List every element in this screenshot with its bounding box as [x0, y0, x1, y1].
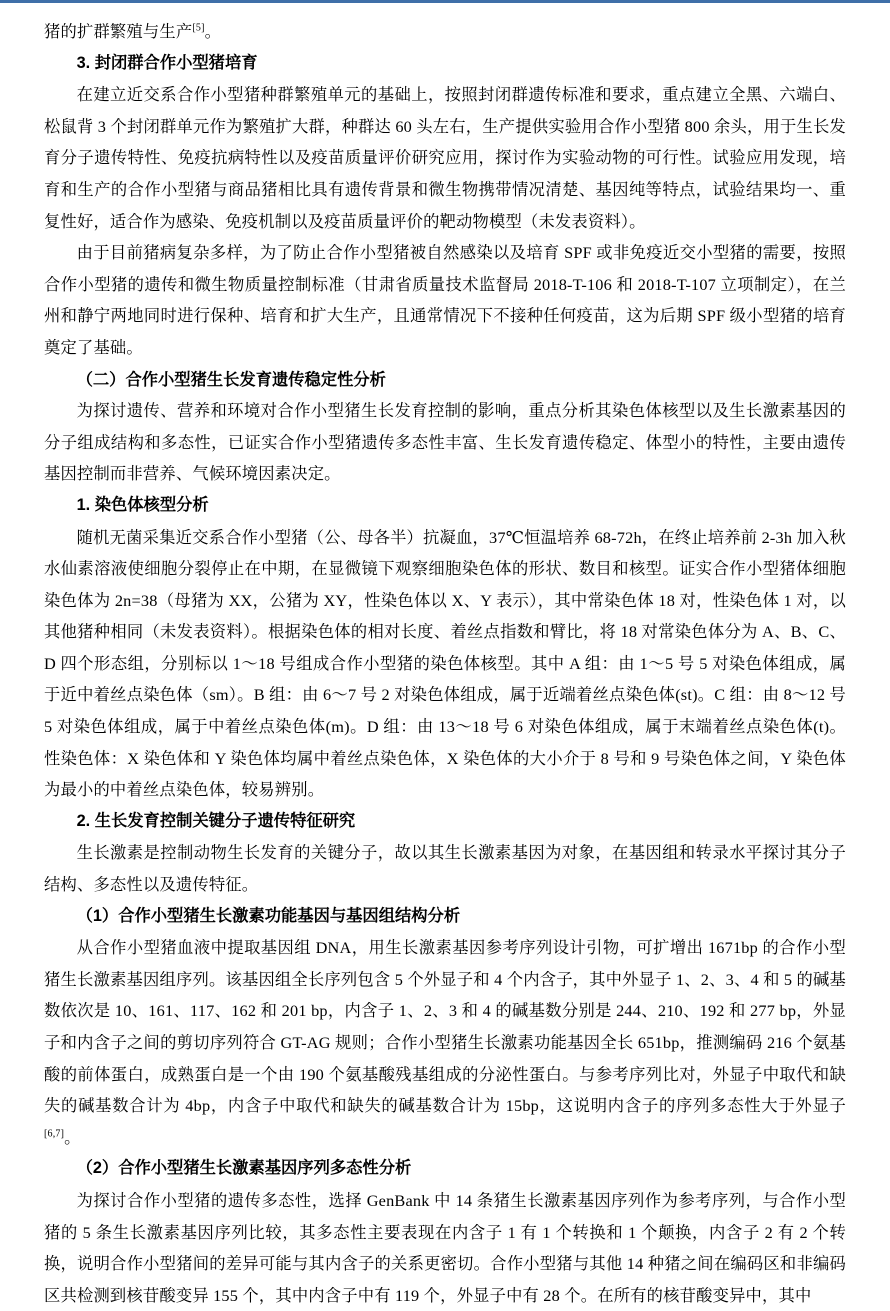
paragraph-tail: 。	[64, 1127, 81, 1147]
heading-gh-gene-structure: （1）合作小型猪生长激素功能基因与基因组结构分析	[76, 906, 461, 925]
paragraph-continued-breeding	[44, 16, 846, 48]
paragraph-growth-genetic-stability: 为探讨遗传、营养和环境对合作小型猪生长发育控制的影响，重点分析其染色体核型以及生长激素基因的分子组成结构和多态性，已证实合作小型猪遗传多态性丰富、生长发育遗传稳定、体型小的特性，主要由遗传基因控制而非营养、气候环境因素决定。	[44, 401, 846, 484]
document-content	[44, 8, 846, 1311]
heading-gh-polymorphism: （2）合作小型猪生长激素基因序列多态性分析	[76, 1159, 412, 1178]
footnote-marker: [5]	[192, 22, 205, 34]
paragraph-key-molecular-genetics: 生长激素是控制动物生长发育的关键分子，故以其生长激素基因为对象，在基因组和转录水平探讨其分子结构、多态性以及遗传特征。	[44, 843, 846, 895]
paragraph-text: 从合作小型猪血液中提取基因组 DNA，用生长激素基因参考序列设计引物，可扩增出 1671bp 的合作小型猪生长激素基因组序列。该基因组全长序列包含 5 个外显子和 4 个内含子，其中外显子 1、2、3、4 和 5 的碱基数依次是 10、161、117、162 和 201 bp，内含子 1、2、3 和 4 的碱基数分别是 244、210、192 和 277 bp，外显子和内含子之间的剪切序列符合 GT-AG 规则；合作小型猪生长激素功能基因全长 651bp，推测编码 216 个氨基酸的前体蛋白，成熟蛋白是一个由 190 个氨基酸残基组成的分泌性蛋白。与参考序列比对，外显子中取代和缺失的碱基数合计为 4bp，内含子中取代和缺失的碱基数合计为 15bp，这说明内含子的序列多态性大于外显子	[44, 938, 846, 1116]
paragraph-gh-polymorphism: 为探讨合作小型猪的遗传多态性，选择 GenBank 中 14 条猪生长激素基因序列作为参考序列，与合作小型猪的 5 条生长激素基因序列比较，其多态性主要表现在内含子 1 有 1 个转换和 1 个颠换，内含子 2 有 2 个转换，说明合作小型猪间的差异可能与其内含子的关系更密切。合作小型猪与其他 14 种猪之间在编码区和非编码区共检测到核苷酸变异 155 个，其中内含子中有 119 个，外显子中有 28 个。在所有的核苷酸变异中，其中	[44, 1190, 846, 1305]
paragraph-karyotype-analysis: 随机无菌采集近交系合作小型猪（公、母各半）抗凝血，37℃恒温培养 68-72h，在终止培养前 2-3h 加入秋水仙素溶液使细胞分裂停止在中期，在显微镜下观察细胞染色体的形状、数目和核型。证实合作小型猪体细胞染色体为 2n=38（母猪为 XX，公猪为 XY，性染色体以 X、Y 表示），其中常染色体 18 对，性染色体 1 对，以其他猪种相同（未发表资料）。根据染色体的相对长度、着丝点指数和臂比，将 18 对常染色体分为 A、B、C、D 四个形态组，分别标以 1～18 号组成合作小型猪的染色体核型。其中 A 组：由 1～5 号 5 对染色体组成，属于近中着丝点染色体（sm）。B 组：由 6～7 号 2 对染色体组成，属于近端着丝点染色体(st)。C 组：由 8～12 号 5 对染色体组成，属于中着丝点染色体(m)。D 组：由 13～18 号 6 对染色体组成，属于末端着丝点染色体(t)。性染色体：X 染色体和 Y 染色体均属中着丝点染色体，X 染色体的大小介于 8 号和 9 号染色体之间，Y 染色体为最小的中着丝点染色体，较易辨别。	[44, 527, 846, 800]
footnote-marker: [6,7]	[44, 1128, 65, 1140]
heading-growth-genetic-stability: （二）合作小型猪生长发育遗传稳定性分析	[76, 369, 386, 389]
page-top-rule	[0, 0, 890, 3]
paragraph-closed-colony-2: 由于目前猪病复杂多样，为了防止合作小型猪被自然感染以及培育 SPF 或非免疫近交小型猪的需要，按照合作小型猪的遗传和微生物质量控制标准（甘肃省质量技术监督局 2018-T-106 和 2018-T-107 立项制定），在兰州和静宁两地同时进行保种、培育和扩大生产，且通常情况下不接种任何疫苗，这为后期 SPF 级小型猪的培育奠定了基础。	[44, 243, 846, 357]
heading-closed-colony: 3. 封闭群合作小型猪培育	[76, 53, 258, 72]
paragraph-closed-colony-1: 在建立近交系合作小型猪种群繁殖单元的基础上，按照封闭群遗传标准和要求，重点建立全黑、六端白、松鼠背 3 个封闭群单元作为繁殖扩大群，种群达 60 头左右，生产提供实验用合作小型猪 800 余头，用于生长发育分子遗传特性、免疫抗病特性以及疫苗质量评价研究应用，探讨作为实验动物的可行性。试验应用发现，培育和生产的合作小型猪与商品猪相比具有遗传背景和微生物携带情况清楚、基因纯等特点，试验结果均一、重复性好，适合作为感染、免疫机制以及疫苗质量评价的靶动物模型（未发表资料）。	[44, 85, 846, 231]
paragraph-text: 猪的扩群繁殖与生产	[44, 22, 193, 41]
heading-key-molecular-genetics: 2. 生长发育控制关键分子遗传特征研究	[76, 811, 356, 830]
heading-karyotype-analysis: 1. 染色体核型分析	[76, 495, 209, 514]
paragraph-tail: 。	[204, 22, 222, 41]
paragraph-gh-gene-structure	[44, 932, 846, 1153]
